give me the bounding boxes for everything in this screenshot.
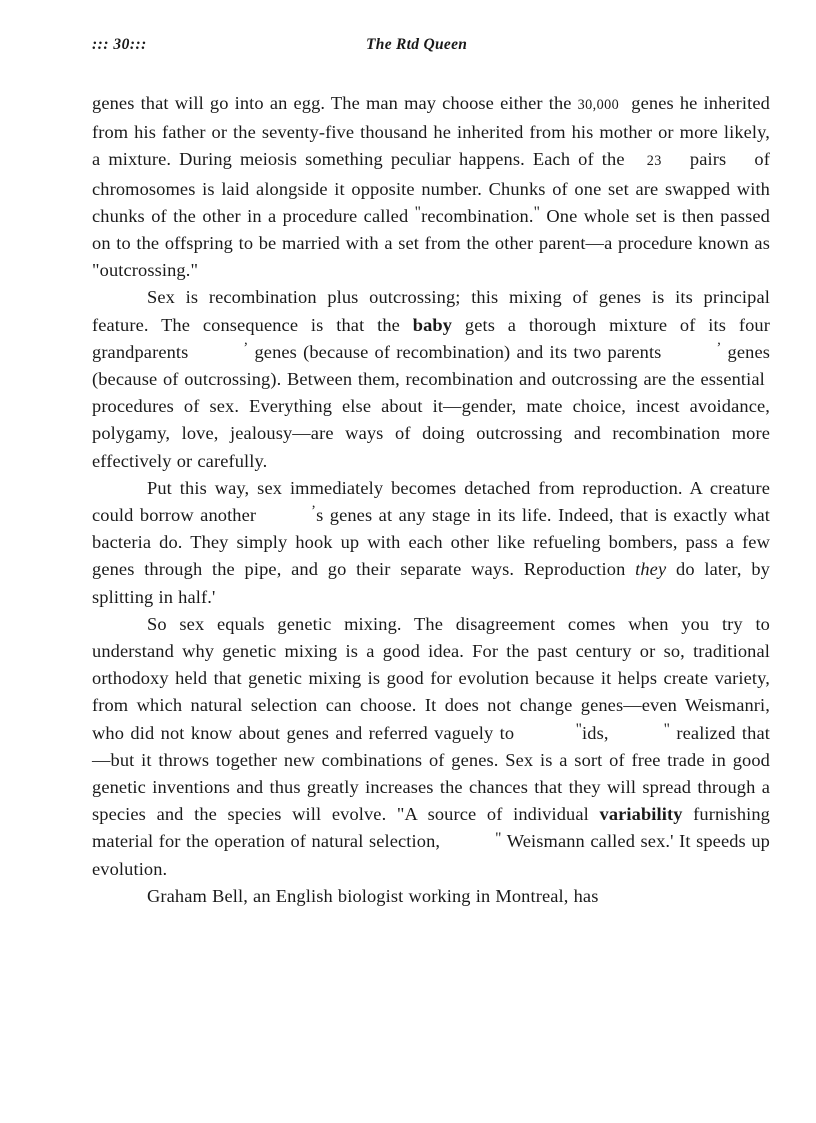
paragraph-4: So sex equals genetic mixing. The disagreement comes when you try to understand why genetic mixing is a good idea. For the past century or so, traditional orthodoxy held that genetic mixing is good for evolution because it helps create variety, from which natural selection can choose. It does not change genes—even Weismanri, who did not know about genes and referred vaguely to "ids, " realized that—but it throws together new combinations of genes. Sex is a sort of free trade in good genetic inventions and thus greatly increases the chances that they will spread through a species and the species will evolve. "A source of individual variability furnishing material for the operation of natural selection, " Weismann called sex.' It speeds up evolution. <box>92 613 770 879</box>
page-folio: ::: 30::: <box>92 36 147 53</box>
footnote-marker: ' <box>211 586 216 607</box>
inline-number-23: 23 <box>646 153 662 170</box>
emphasis-baby: baby <box>412 314 453 335</box>
paragraph-1: genes that will go into an egg. The man may choose either the 30,000 genes he inherited from his father or the seventy-five thousand he inherited from his mother or more likely, a mixture. During meiosis something peculiar happens. Each of the 23 pairs of chromosomes is laid alongside it opposite number. Chunks of one set are swapped with chunks of the other in a procedure called "recombination." One whole set is then passed on to the offspring to be married with a set from the other parent—a procedure known as "outcrossing." <box>92 93 770 281</box>
body-text <box>92 90 770 910</box>
footnote-marker: ' <box>670 831 674 852</box>
running-head <box>92 36 768 60</box>
emphasis-variability: variability <box>599 804 683 825</box>
paragraph-5: Graham Bell, an English biologist working in Montreal, has <box>147 885 599 906</box>
paragraph-3: Put this way, sex immediately becomes detached from reproduction. A creature could borrow another ’s genes at any stage in its life. Indeed, that is exactly what bacteria do. They simply hook up with each other like refueling bombers, pass a few genes through the pipe, and go their separate ways. Reproduction they do later, by splitting in half.' <box>92 477 770 607</box>
book-title: The Rtd Queen <box>366 36 468 53</box>
emphasis-they: they <box>635 559 667 580</box>
paragraph-2: Sex is recombination plus outcrossing; this mixing of genes is its principal feature. The consequence is that the baby gets a thorough mixture of its four grandparents ’ genes (because of recombination) and its two parents ’ genes (because of outcrossing). Between them, recombination and outcrossing are the essential procedures of sex. Everything else about it—gender, mate choice, incest avoidance, polygamy, love, jealousy—are ways of doing outcrossing and recombination more effectively or carefully. <box>92 287 771 471</box>
inline-number-30000: 30,000 <box>577 97 620 113</box>
